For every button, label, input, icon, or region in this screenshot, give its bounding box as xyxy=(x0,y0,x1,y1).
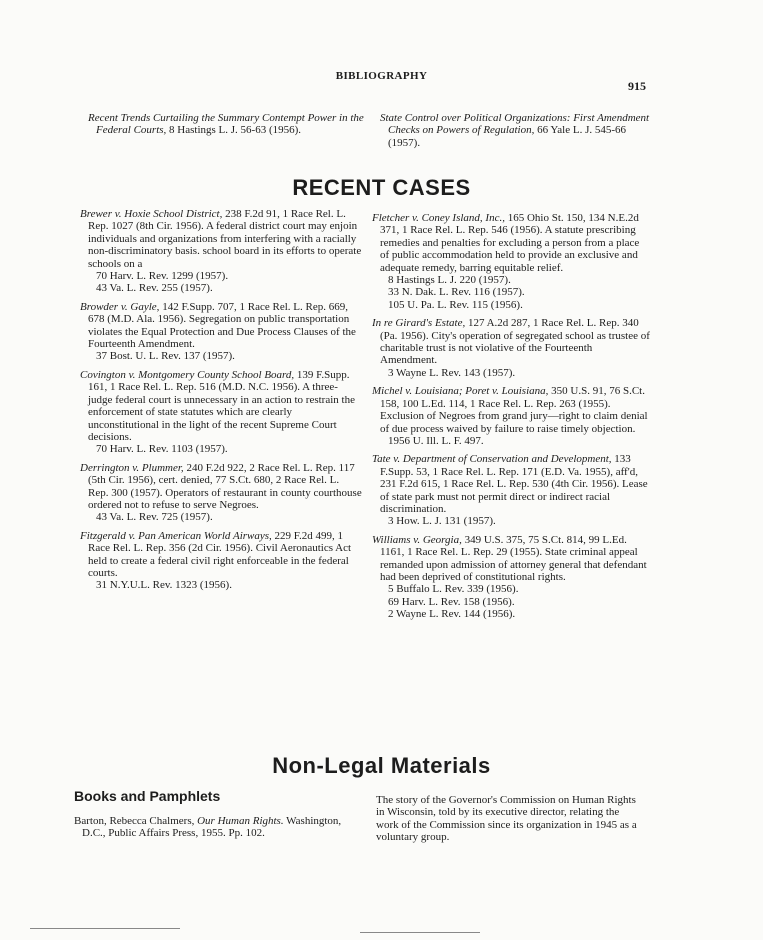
running-title: BIBLIOGRAPHY xyxy=(335,70,428,82)
case-name: Fitzgerald v. Pan American World Airways, xyxy=(80,529,272,542)
cases-column-left xyxy=(80,208,362,598)
case-name: Derrington v. Plummer, xyxy=(80,461,184,474)
case-ref: 37 Bost. U. L. Rev. 137 (1957). xyxy=(96,350,235,363)
case-entry xyxy=(80,530,362,592)
case-name: In re Girard's Estate, xyxy=(372,317,466,330)
case-ref: 1956 U. Ill. L. F. 497. xyxy=(388,434,484,447)
case-citation: 142 F.Supp. 707, 1 Race Rel. L. Rep. 669, 678 (M.D. Ala. 1956). Segregation on public transportation violates the Equal Protection and Due Process Clauses of the Fourteenth Amendment. xyxy=(88,300,356,351)
case-entry xyxy=(80,208,362,295)
case-citation: 165 Ohio St. 150, 134 N.E.2d 371, 1 Race Rel. L. Rep. 546 (1956). A statute prescribing remedies and penalties for excluding a person from a place of public accommodation held to provide an exclusive and adequate remedy, barring equitable relief. xyxy=(380,212,640,274)
case-ref: 8 Hastings L. J. 220 (1957). xyxy=(388,274,511,287)
case-name: Tate v. Department of Conservation and Development, xyxy=(372,453,612,466)
page-number: 915 xyxy=(628,79,646,93)
case-citation: 349 U.S. 375, 75 S.Ct. 814, 99 L.Ed. 1161, 1 Race Rel. L. Rep. 29 (1955). State criminal appeal remanded upon admission of attorney general that defendant had been deprived of constitutional rights. xyxy=(380,533,647,583)
case-entry xyxy=(372,212,650,311)
case-ref: 70 Harv. L. Rev. 1299 (1957). xyxy=(96,270,229,283)
article-cite: 66 Yale L. J. 545-66 (1957). xyxy=(388,124,627,149)
case-name: Covington v. Montgomery County School Board, xyxy=(80,368,295,381)
scan-rule xyxy=(360,932,480,933)
article-title: State Control over Political Organizations: First Amendment Checks on Powers of Regulation, xyxy=(380,112,650,137)
case-citation: 139 F.Supp. 161, 1 Race Rel. L. Rep. 516 (M.D. N.C. 1956). A three-judge federal court is unnecessary in an action to restrain the enforcement of state statutes which are clearly unconstitutional in the light of the recent Supreme Court decisions. xyxy=(88,368,355,443)
case-name: Browder v. Gayle, xyxy=(80,300,160,313)
case-entry xyxy=(372,385,650,447)
book-publication: Washington, D.C., Public Affairs Press, 1955. Pp. 102. xyxy=(82,815,342,840)
case-name: Michel v. Louisiana; Poret v. Louisiana, xyxy=(372,385,549,398)
section-heading-non-legal: Non-Legal Materials xyxy=(272,753,491,778)
case-citation: 133 F.Supp. 53, 1 Race Rel. L. Rep. 171 (E.D. Va. 1955), aff'd, 231 F.2d 615, 1 Race Rel. L. Rep. 530 (4th Cir. 1956). Lease of state park must not permit direct or indirect racial discrimination. xyxy=(380,453,648,515)
case-ref: 3 How. L. J. 131 (1957). xyxy=(388,515,496,528)
article-cite: 8 Hastings L. J. 56-63 (1956). xyxy=(169,124,302,137)
case-entry xyxy=(80,369,362,456)
case-name: Fletcher v. Coney Island, Inc., xyxy=(372,212,505,224)
case-ref: 105 U. Pa. L. Rev. 115 (1956). xyxy=(388,298,523,311)
case-entry xyxy=(372,317,650,379)
book-description: The story of the Governor's Commission on Human Rights in Wisconsin, told by its executive director, relating the work of the Commission since its organization in 1945 as a voluntary group. xyxy=(376,794,637,844)
article-right xyxy=(380,112,658,149)
case-citation: 240 F.2d 922, 2 Race Rel. L. Rep. 117 (5th Cir. 1956), cert. denied, 77 S.Ct. 680, 2 Race Rel. L. Rep. 300 (1957). Operators of restaurant in county courthouse ordered not to refuse to serve Negroes. xyxy=(88,461,362,511)
case-ref: 69 Harv. L. Rev. 158 (1956). xyxy=(388,595,515,608)
case-ref: 2 Wayne L. Rev. 144 (1956). xyxy=(388,608,516,621)
case-ref: 43 Va. L. Rev. 255 (1957). xyxy=(96,282,213,295)
book-author: Barton, Rebecca Chalmers, xyxy=(74,815,195,827)
case-citation: 229 F.2d 499, 1 Race Rel. L. Rep. 356 (2d Cir. 1956). Civil Aeronautics Act held to create a federal civil right enforceable in the federal courts. xyxy=(88,529,352,579)
scan-rule xyxy=(30,928,180,929)
case-entry xyxy=(80,462,362,524)
book-entry xyxy=(74,815,362,840)
case-name: Williams v. Georgia, xyxy=(372,533,462,546)
book-title: Our Human Rights. xyxy=(197,815,284,827)
section-heading-recent-cases: RECENT CASES xyxy=(292,175,471,200)
article-left xyxy=(88,112,368,137)
case-name: Brewer v. Hoxie School District, xyxy=(80,208,223,220)
case-entry xyxy=(80,301,362,363)
case-ref: 31 N.Y.U.L. Rev. 1323 (1956). xyxy=(96,579,232,592)
case-ref: 33 N. Dak. L. Rev. 116 (1957). xyxy=(388,286,525,299)
cases-column-right xyxy=(372,212,650,627)
case-ref: 3 Wayne L. Rev. 143 (1957). xyxy=(388,366,516,379)
article-title: Recent Trends Curtailing the Summary Contempt Power in the Federal Courts, xyxy=(88,112,364,137)
case-ref: 43 Va. L. Rev. 725 (1957). xyxy=(96,511,213,524)
case-ref: 70 Harv. L. Rev. 1103 (1957). xyxy=(96,443,228,456)
subheading-books: Books and Pamphlets xyxy=(74,788,221,804)
case-ref: 5 Buffalo L. Rev. 339 (1956). xyxy=(388,583,519,596)
case-entry xyxy=(372,534,650,621)
case-citation: 350 U.S. 91, 76 S.Ct. 158, 100 L.Ed. 114, 1 Race Rel. L. Rep. 263 (1955). Exclusion of Negroes from grand jury—right to claim denial of due process waived by failure to raise timely objection. xyxy=(380,385,648,435)
case-entry xyxy=(372,453,650,527)
case-citation: 127 A.2d 287, 1 Race Rel. L. Rep. 340 (Pa. 1956). City's operation of segregated school as trustee of charitable trust is not violative of the Fourteenth Amendment. xyxy=(380,317,650,367)
case-citation: 238 F.2d 91, 1 Race Rel. L. Rep. 1027 (8th Cir. 1956). A federal district court may enjoin individuals and organizations from interfering with a racially non-discriminatory basis. school board in its efforts to operate schools on a xyxy=(88,208,362,270)
